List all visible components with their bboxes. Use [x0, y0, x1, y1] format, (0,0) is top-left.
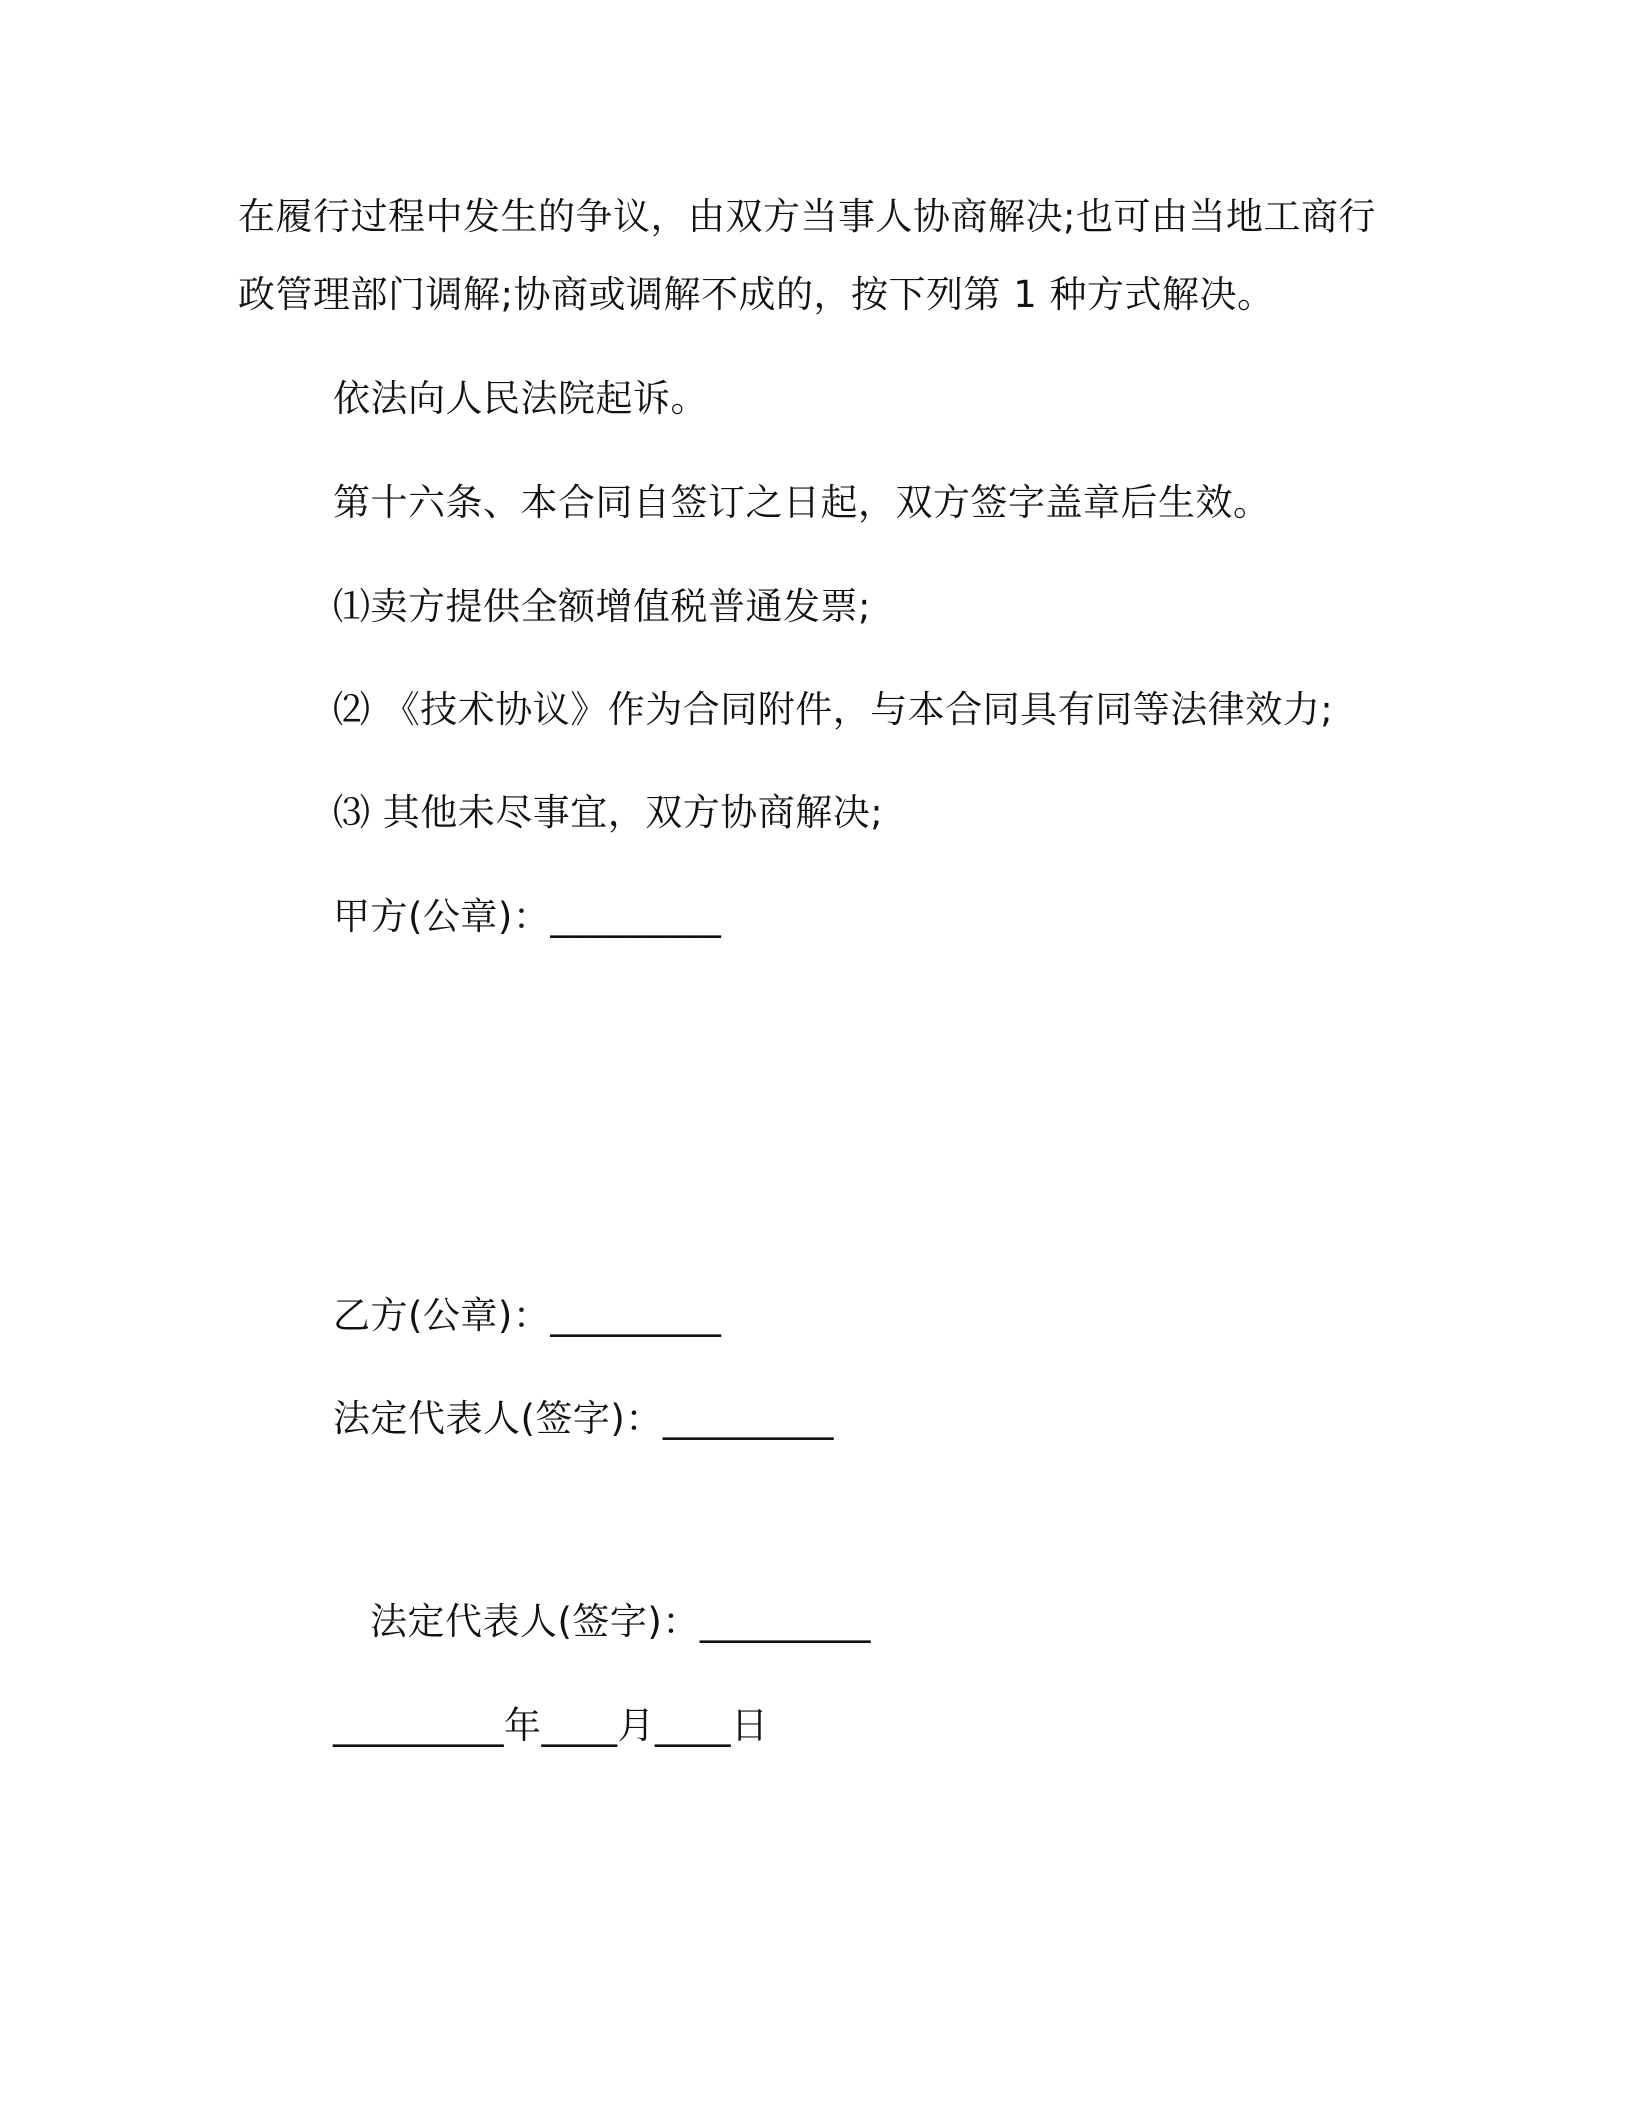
clause-3-text: ⑶ 其他未尽事宜，双方协商解决;: [333, 791, 884, 834]
clause-1-text: ⑴卖方提供全额增值税普通发票;: [333, 585, 871, 628]
dispute-resolution-text-line-1: 在履行过程中发生的争议，由双方当事人协商解决;也可由当地工商行: [238, 195, 1376, 238]
clause-2-text: ⑵ 《技术协议》作为合同附件，与本合同具有同等法律效力;: [333, 688, 1334, 731]
legal-representative-signature-line-1: 法定代表人(签字)：_________: [333, 1397, 834, 1440]
legal-representative-signature-line-2: 法定代表人(签字)：_________: [370, 1600, 871, 1643]
article-16-text: 第十六条、本合同自签订之日起，双方签字盖章后生效。: [333, 481, 1271, 524]
party-a-seal-line: 甲方(公章)：_________: [333, 895, 722, 938]
lawsuit-option-text: 依法向人民法院起诉。: [333, 377, 708, 420]
party-b-seal-line: 乙方(公章)：_________: [333, 1294, 722, 1337]
date-line: _________年____月____日: [333, 1704, 769, 1747]
dispute-resolution-text-line-2: 政管理部门调解;协商或调解不成的，按下列第 1 种方式解决。: [238, 273, 1275, 316]
